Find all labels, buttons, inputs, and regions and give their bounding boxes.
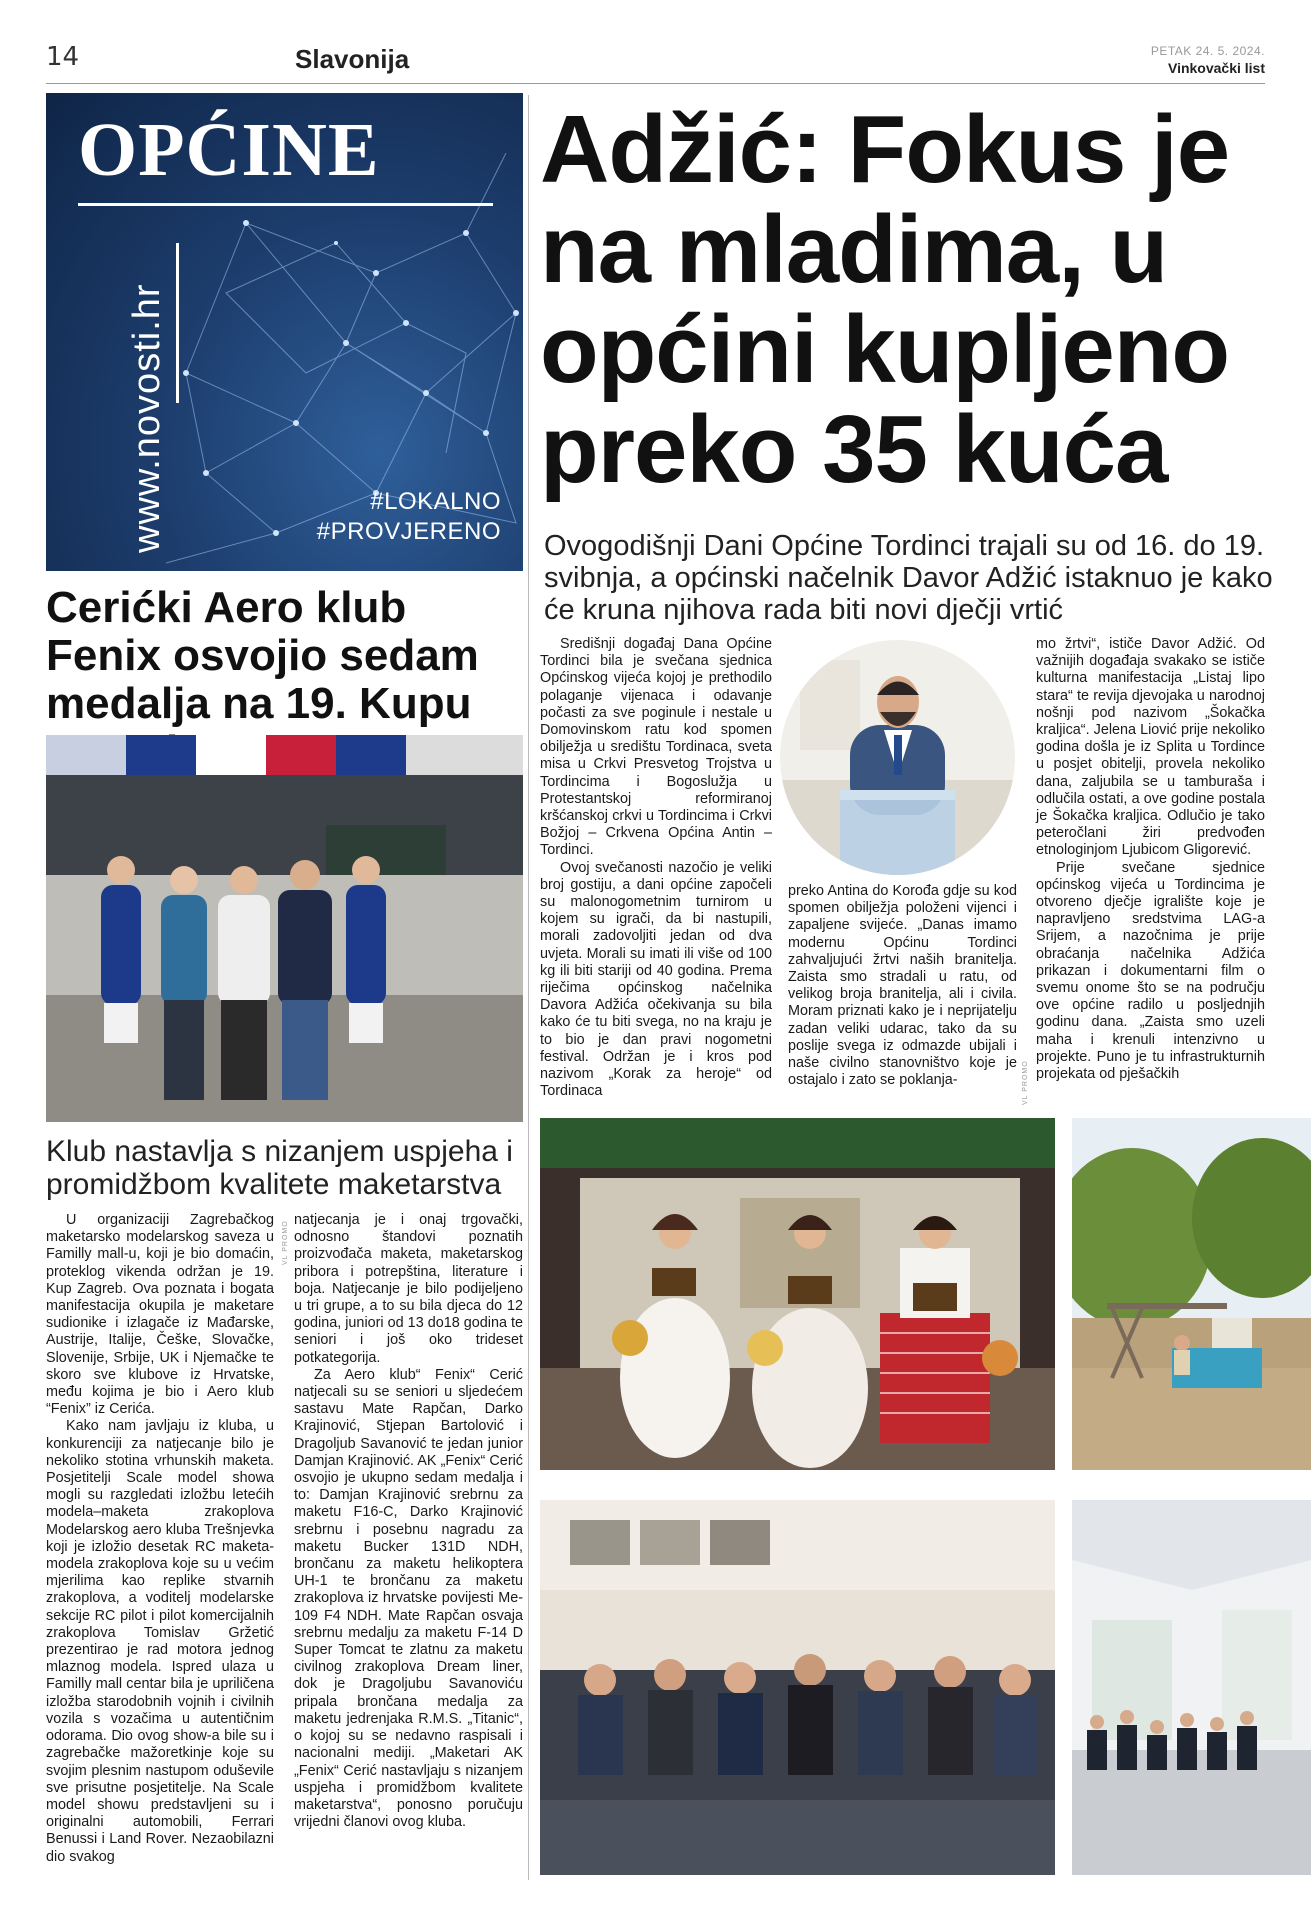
main-article-headline: Adžić: Fokus je na mladima, u općini kupljeno preko 35 kuća	[540, 96, 1230, 503]
column-separator	[528, 95, 529, 1880]
left-article-column-1	[46, 1212, 274, 1866]
ad-tag-provjereno: #PROVJERENO	[316, 518, 501, 545]
paragraph: Ovoj svečanosti nazočio je veliki broj gostiju, a dani općine započeli su malonogometnim turnirom u kojem su igrači, da bi nastupili, morali zadovoljiti jedan od dva uvjeta. Morali su imati ili više od 100 kg ili biti stariji od 40 godina. Prema riječima općinskog načelnika Davora Adžića očekivanja su bila kako će tu biti svega, no na kraju je to bio je dan pravi nogometni festival. Održan je i kros pod nazivom „Korak za heroje“ od Tordinaca	[540, 859, 772, 1100]
left-article-headline: Cerićki Aero klub Fenix osvojio sedam medalja na 19. Kupu	[46, 583, 479, 728]
ad-divider	[78, 203, 493, 206]
left-article-subheadline: Klub nastavlja s nizanjem uspjeha i promidžbom kvalitete maketarstva	[46, 1135, 513, 1201]
paragraph: Središnji događaj Dana Općine Tordinci bila je svečana sjednica Općinskog vijeća kojoj je prethodilo polaganje vijenaca i odavanje počasti za sve poginule i nestale u Domovinskom ratu kod spomen obilježja u središtu Tordinaca, sveta misa u Crkvi Presvetog Trojstva u Tordincima i Bogoslužja u Protestantskoj reformiranoj kršćanskoj crkvi u Tordincima i Crkvi Božjoj – Crkvena Općina Antin – Tordinci.	[540, 636, 772, 859]
paragraph: Kako nam javljaju iz kluba, u konkurenciji za natjecanje bilo je nekoliko stotina vrhunskih maketa. Posjetitelji Scale model showa mogli su razgledati izložbu letećih modela–maketa zrakoplova Modelarskog aero kluba Trešnjevka koji je izložio desetak RC maketa-modela zrakoplova koje su u većim mjerilima kao replike stvarnih zrakoplova, a voditelj modelarske sekcije RC pilot i pilot komercijalnih zrakoplova Tomislav Gržetić prezentirao je rad motora jednog mlaznog modela. Ispred ulaza u Familly mall centar bila je upriličena izložba starodobnih vojnih i civilnih vozila s vozačima u autentičnim odorama. Dio ovog show-a bile su i zagrebačke mažoretkinje koje su svojim plesnim nastupom oduševile sve prisutne posjetitelje. Na Scale model showu predstavljeni su i originalni automobili, Ferrari Benussi i Land Rover. Nezaobilazni dio svakog	[46, 1418, 274, 1865]
publication-name: Vinkovački list	[1167, 60, 1265, 76]
left-article-column-2	[294, 1212, 523, 1831]
header-rule	[46, 83, 1265, 84]
mayor-speech-photo	[780, 640, 1015, 875]
section-name: Slavonija	[295, 44, 410, 74]
main-article-column-3	[1036, 636, 1265, 1083]
paragraph: mo žrtvi“, ističe Davor Adžić. Od važnijih događaja svakako se ističe kulturna manifestacija „Listaj lipo stara“ te revija djevojaka u narodnoj nošnji pod nazivom „Šokačka kraljica“. Jelena Liović prije nekoliko godina došla je iz Splita u Tordince u posjet obitelji, provela nekoliko dana, zaljubila se u tamburaša i odlučila ostati, a ove godine postala je Šokačka kraljica. Odlučio je tako peteročlani žiri predvođen etnologinjom Ljubicom Gligorević.	[1036, 636, 1265, 859]
paragraph: U organizaciji Zagrebačkog maketarsko modelarskog saveza u Familly mall-u, koji je bio domaćin, proteklog vikenda održan je 19. Kup Zagreb. Ova poznata i bogata manifestacija okupila je maketare sudionike i izlagače iz Mađarske, Austrije, Italije, Češke, Slovačke, Slovenije, Srbije, UK i Njemačke te skoro sve klubove iz Hrvatske, među kojima je bio i Aero klub “Fenix” iz Cerića.	[46, 1212, 274, 1418]
main-article-column-1	[540, 636, 772, 1100]
council-audience-photo	[540, 1500, 1055, 1875]
paragraph: preko Antina do Korođa gdje su kod spomen obilježja položeni vijenci i zapaljene svijeće. „Danas imamo modernu Općinu Tordinci zahvaljujući žrtvi naših branitelja. Zaista smo stradali u ratu, od velikog broja branitelja, ali i civila. Moram priznati kako je i neprijatelju zadan veliki udarac, tako da su poslije svega iz odmazde ubijali i naše civilno stanovništvo koje je ostajalo i zato se poklanja-	[788, 883, 1017, 1089]
ad-url[interactable]: www.novosti.hr	[126, 283, 168, 553]
playground-photo	[1072, 1118, 1311, 1470]
main-article-column-2	[788, 883, 1017, 1089]
ad-title: OPĆINE	[78, 108, 380, 192]
page-number: 14	[46, 42, 80, 72]
paragraph: Za Aero klub“ Fenix“ Cerić natjecali su se seniori u sljedećem sastavu Mate Rapčan, Darko Krajinović, Stjepan Bartolović i Dragoljub Savanović te jedan junior Damjan Krajinović. AK „Fenix“ Cerić osvojio je ukupno sedam medalja i to: Damjan Krajinović srebrnu za maketu F16-C, Darko Krajinović srebrnu i posebnu nagradu za maketu Bucker 131D NDH, brončanu za maketu helikoptera UH-1 te brončanu za maketu zrakoplova iz hrvatske povijesti Me-109 F4 NDH. Mate Rapčan osvaja srebrnu medalju za maketu F-14 D Super Tomcat te zlatnu za maketu civilnog zrakoplova Dream liner, dok je Dragoljubu Savanoviću pripala brončana medalja za maketu jedrenjaka R.M.S. „Titanic“, o kojoj su se nedavno raspisali i nacionalni mediji. „Maketari AK „Fenix“ Cerić nastavljaju s nizanjem uspjeha i promidžbom kvalitete maketarstva“, ponosno poručuju vrijedni članovi ovog kluba.	[294, 1366, 523, 1831]
aero-club-award-photo	[46, 735, 523, 1122]
photo-credit: VL PROMO	[1022, 1060, 1029, 1105]
photo-credit: VL PROMO	[282, 1220, 289, 1265]
main-article-lead: Ovogodišnji Dani Općine Tordinci trajali su od 16. do 19. svibnja, a općinski načelnik Davor Adžić istaknuo je kako će kruna njihova rada biti novi dječji vrtić	[544, 530, 1273, 626]
hall-interior-photo	[1072, 1500, 1311, 1875]
folk-costume-queens-photo	[540, 1118, 1055, 1470]
ad-tag-lokalno: #LOKALNO	[370, 488, 501, 515]
ad-vertical-divider	[176, 243, 179, 403]
paragraph: Prije svečane sjednice općinskog vijeća u Tordincima je otvoreno dječje igralište koje je napravljeno sredstvima LAG-a Srijem, a nazočnima je prije obraćanja načelnika Adžića prikazan i dokumentarni film o svemu onome što se na području ove općine radilo u posljednjih godinu dana. „Zaista smo uzeli maha i krenuli intenzivno u projekte. Puno je tu infrastrukturnih projekata od pješačkih	[1036, 859, 1265, 1083]
paragraph: natjecanja je i onaj trgovački, odnosno štandovi poznatih proizvođača maketa, maketarskog pribora i potrepština, literature i boja. Natjecanje je bilo podijeljeno u tri grupe, a to su bila djeca do 12 godina, juniori od 13 do18 godina te seniori i još oko trideset potkategorija.	[294, 1212, 523, 1366]
issue-date: PETAK 24. 5. 2024.	[1150, 44, 1265, 58]
novosti-advertisement[interactable]	[46, 93, 523, 571]
